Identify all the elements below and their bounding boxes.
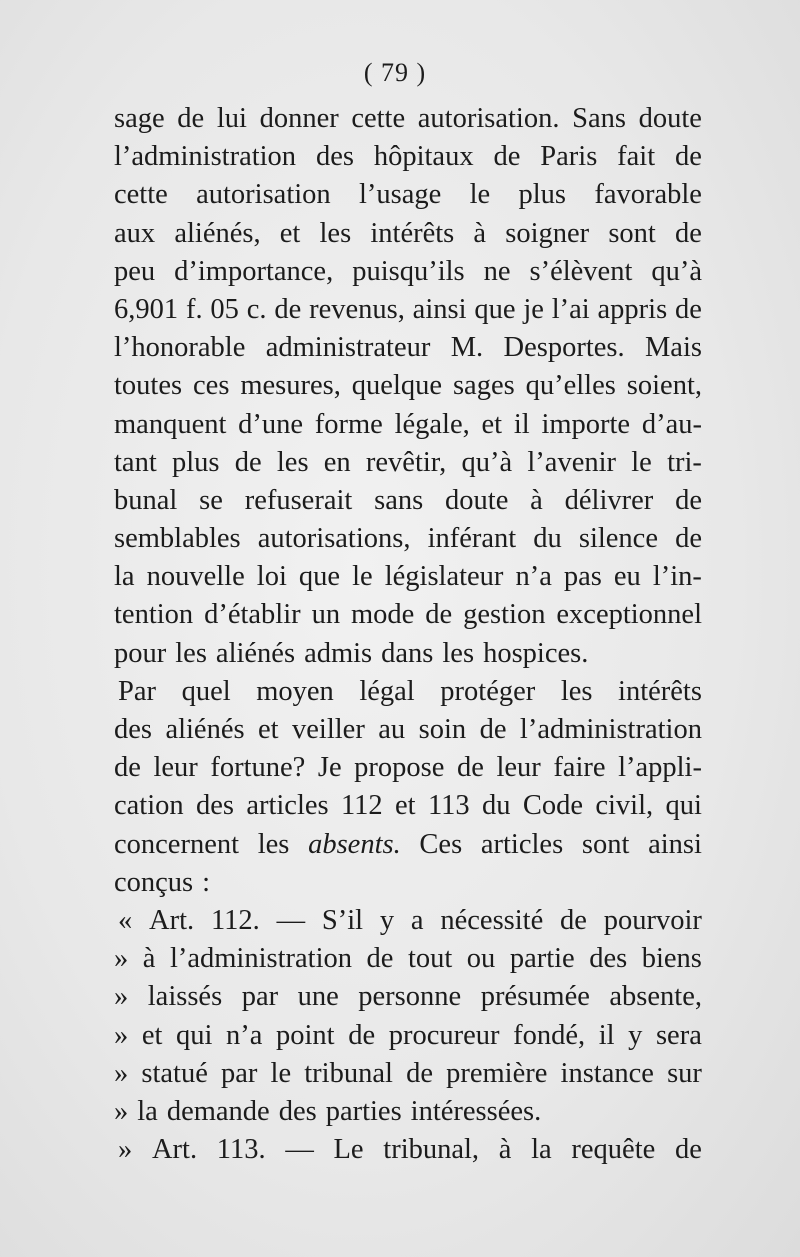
text-line: bunal se refuserait sans doute à délivrer de: [114, 484, 702, 516]
text-line: manquent d’une forme légale, et il importe d’au-: [114, 408, 702, 440]
text-line: l’administration des hôpitaux de Paris fait de: [114, 141, 702, 173]
text-line: semblables autorisations, inférant du silence de: [114, 523, 702, 555]
text-line: cette autorisation l’usage le plus favorable: [114, 179, 702, 211]
text-line: peu d’importance, puisqu’ils ne s’élèvent qu’à: [114, 255, 702, 287]
text-line: » à l’administration de tout ou partie des biens: [114, 943, 702, 975]
text-line: » et qui n’a point de procureur fondé, il y sera: [114, 1019, 702, 1051]
text-line: de leur fortune? Je propose de leur faire l’appli-: [114, 752, 702, 784]
text-line: tant plus de les en revêtir, qu’à l’avenir le tri-: [114, 446, 702, 478]
text-line: pour les aliénés admis dans les hospices.: [114, 637, 589, 669]
text-line: Par quel moyen légal protéger les intérêts: [118, 675, 702, 707]
text-line: aux aliénés, et les intérêts à soigner sont de: [114, 217, 702, 249]
text-line: sage de lui donner cette autorisation. Sans doute: [114, 103, 702, 134]
text-line: cation des articles 112 et 113 du Code civil, qui: [114, 790, 702, 822]
text-line: 6,901 f. 05 c. de revenus, ainsi que je l’ai appris de: [114, 293, 702, 325]
text-line: » laissés par une personne présumée absente,: [114, 981, 702, 1013]
text-line: tention d’établir un mode de gestion exceptionnel: [114, 599, 702, 631]
body-text: [114, 100, 702, 1169]
text-line: toutes ces mesures, quelque sages qu’elles soient,: [114, 370, 702, 402]
text-line: » Art. 113. — Le tribunal, à la requête de: [118, 1134, 702, 1166]
text-line: conçus :: [114, 866, 211, 898]
text-line: concernent les absents. Ces articles sont ainsi: [114, 828, 702, 860]
text-line: » statué par le tribunal de première instance sur: [114, 1057, 702, 1089]
text-line: l’honorable administrateur M. Desportes. Mais: [114, 332, 702, 364]
text-line: des aliénés et veiller au soin de l’administration: [114, 714, 702, 745]
text-line: » la demande des parties intéressées.: [114, 1095, 542, 1127]
text-line: la nouvelle loi que le législateur n’a pas eu l’in-: [114, 561, 702, 593]
page-number: ( 79 ): [363, 58, 427, 87]
text-line: « Art. 112. — S’il y a nécessité de pourvoir: [118, 904, 702, 936]
